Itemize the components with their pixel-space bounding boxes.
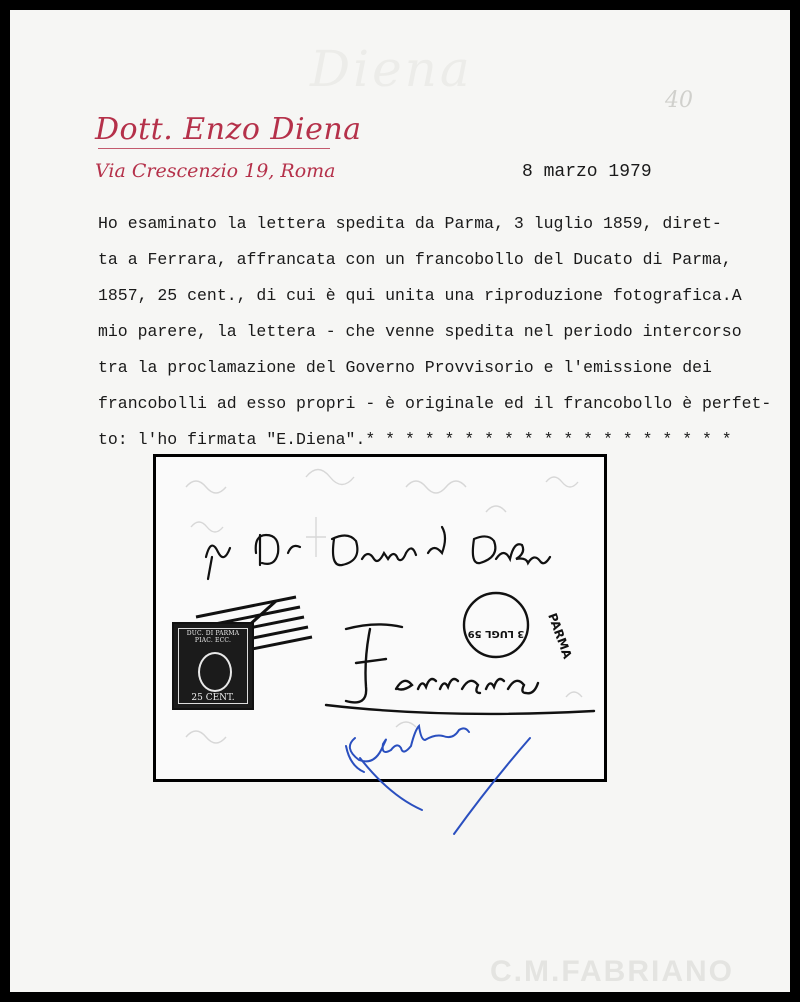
body-line: tra la proclamazione del Governo Provvisorio e l'emissione dei — [98, 358, 712, 377]
letterhead-address: Via Crescenzio 19, Roma — [95, 160, 336, 182]
paper-watermark: Diena — [310, 40, 473, 98]
letterhead-name: Dott. Enzo Diena — [95, 112, 362, 147]
letterhead-divider — [98, 148, 330, 149]
body-line: Ho esaminato la lettera spedita da Parma, 3 luglio 1859, diret- — [98, 214, 722, 233]
postmark-city: PARMA — [545, 611, 575, 661]
body-line: mio parere, la lettera - che venne spedita nel periodo intercorso — [98, 322, 742, 341]
certificate-sheet — [10, 10, 790, 992]
stamp-coat-of-arms-icon — [198, 652, 232, 692]
parma-stamp — [172, 622, 254, 710]
cover-photograph — [153, 454, 607, 782]
paper-maker-watermark: C.M.FABRIANO — [490, 955, 734, 988]
body-line: ta a Ferrara, affrancata con un francobollo del Ducato di Parma, — [98, 250, 732, 269]
certificate-body — [98, 206, 772, 458]
body-line: francobolli ad esso propri - è originale ed il francobollo è perfet- — [98, 394, 772, 413]
postmark-date: 3 LUGL 59 — [467, 628, 525, 639]
body-line: to: l'ho firmata "E.Diena".* * * * * * * * * * * * * * * * * * * — [98, 430, 732, 449]
body-line: 1857, 25 cent., di cui è qui unita una riproduzione fotografica.A — [98, 286, 742, 305]
stamp-inscription: DUC. DI PARMA PIAC. ECC. — [186, 630, 240, 644]
certificate-date: 8 marzo 1979 — [522, 162, 652, 182]
cover-handwriting — [156, 457, 604, 779]
pencil-note: 40 — [665, 88, 693, 113]
cover-photograph-content — [156, 457, 604, 779]
stamp-value: 25 CENT. — [182, 693, 244, 703]
